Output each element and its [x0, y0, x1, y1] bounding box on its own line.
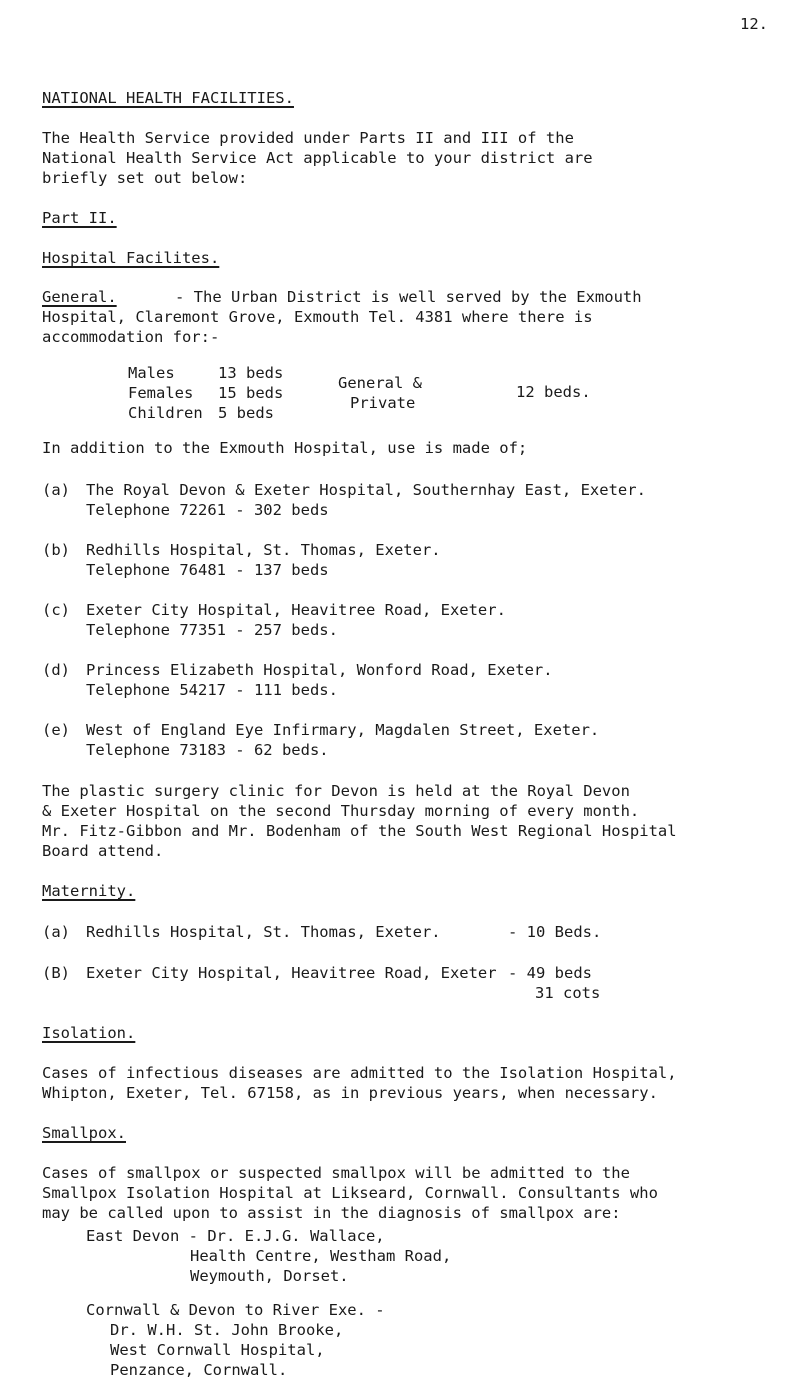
hospital-line: The Royal Devon & Exeter Hospital, Southernhay East, Exeter.	[86, 481, 646, 499]
general-label: General.	[42, 288, 117, 306]
hospital-line: Telephone 54217 - 111 beds.	[86, 681, 338, 699]
beds-value: 13 beds	[218, 364, 284, 382]
maternity-text: Redhills Hospital, St. Thomas, Exeter.	[86, 923, 441, 941]
general-private-label: Private	[350, 394, 416, 412]
general-line: accommodation for:-	[42, 328, 220, 346]
hospital-line: Princess Elizabeth Hospital, Wonford Road, Exeter.	[86, 661, 553, 679]
intro-line: briefly set out below:	[42, 169, 248, 187]
plastic-surgery-line: The plastic surgery clinic for Devon is held at the Royal Devon	[42, 782, 630, 800]
hospital-line: Telephone 77351 - 257 beds.	[86, 621, 338, 639]
general-line: - The Urban District is well served by the Exmouth	[175, 288, 642, 306]
intro-line: National Health Service Act applicable to your district are	[42, 149, 593, 167]
hospital-label: (a)	[42, 481, 70, 499]
isolation-heading: Isolation.	[42, 1024, 136, 1042]
general-private-label: General &	[338, 374, 422, 392]
hospital-line: Telephone 72261 - 302 beds	[86, 501, 329, 519]
hospital-line: Exeter City Hospital, Heavitree Road, Exeter.	[86, 601, 506, 619]
consultant-line: Penzance, Cornwall.	[110, 1361, 288, 1379]
hospital-line: Telephone 76481 - 137 beds	[86, 561, 329, 579]
smallpox-line: may be called upon to assist in the diagnosis of smallpox are:	[42, 1204, 621, 1222]
plastic-surgery-line: Mr. Fitz-Gibbon and Mr. Bodenham of the South West Regional Hospital	[42, 822, 677, 840]
hospital-label: (d)	[42, 661, 70, 679]
consultant-line: West Cornwall Hospital,	[110, 1341, 325, 1359]
general-line: Hospital, Claremont Grove, Exmouth Tel. 4381 where there is	[42, 308, 593, 326]
smallpox-line: Smallpox Isolation Hospital at Likseard, Cornwall. Consultants who	[42, 1184, 658, 1202]
maternity-label: (B)	[42, 964, 70, 982]
intro-line: The Health Service provided under Parts II and III of the	[42, 129, 574, 147]
consultant-line: Health Centre, Westham Road,	[190, 1247, 452, 1265]
beds-category: Children	[128, 404, 203, 422]
hospital-label: (b)	[42, 541, 70, 559]
isolation-line: Cases of infectious diseases are admitted to the Isolation Hospital,	[42, 1064, 677, 1082]
maternity-heading: Maternity.	[42, 882, 136, 900]
page-title: NATIONAL HEALTH FACILITIES.	[42, 89, 294, 107]
smallpox-line: Cases of smallpox or suspected smallpox will be admitted to the	[42, 1164, 630, 1182]
hospital-label: (e)	[42, 721, 70, 739]
addition-line: In addition to the Exmouth Hospital, use is made of;	[42, 439, 528, 457]
hospital-line: West of England Eye Infirmary, Magdalen Street, Exeter.	[86, 721, 600, 739]
maternity-beds: - 49 beds	[508, 964, 592, 982]
beds-category: Males	[128, 364, 175, 382]
beds-category: Females	[128, 384, 194, 402]
plastic-surgery-line: & Exeter Hospital on the second Thursday morning of every month.	[42, 802, 640, 820]
consultant-line: Cornwall & Devon to River Exe. -	[86, 1301, 385, 1319]
maternity-beds: - 10 Beds.	[508, 923, 602, 941]
isolation-line: Whipton, Exeter, Tel. 67158, as in previous years, when necessary.	[42, 1084, 658, 1102]
maternity-label: (a)	[42, 923, 70, 941]
general-private-beds: 12 beds.	[516, 383, 591, 401]
part-heading: Part II.	[42, 209, 117, 227]
plastic-surgery-line: Board attend.	[42, 842, 164, 860]
smallpox-heading: Smallpox.	[42, 1124, 126, 1142]
consultant-line: Weymouth, Dorset.	[190, 1267, 349, 1285]
hospital-heading: Hospital Facilites.	[42, 249, 220, 267]
maternity-cots: 31 cots	[535, 984, 601, 1002]
hospital-line: Redhills Hospital, St. Thomas, Exeter.	[86, 541, 441, 559]
hospital-line: Telephone 73183 - 62 beds.	[86, 741, 329, 759]
page-number: 12.	[740, 15, 768, 33]
maternity-text: Exeter City Hospital, Heavitree Road, Exeter	[86, 964, 497, 982]
hospital-label: (c)	[42, 601, 70, 619]
consultant-line: East Devon - Dr. E.J.G. Wallace,	[86, 1227, 385, 1245]
beds-value: 15 beds	[218, 384, 284, 402]
beds-value: 5 beds	[218, 404, 274, 422]
consultant-line: Dr. W.H. St. John Brooke,	[110, 1321, 344, 1339]
